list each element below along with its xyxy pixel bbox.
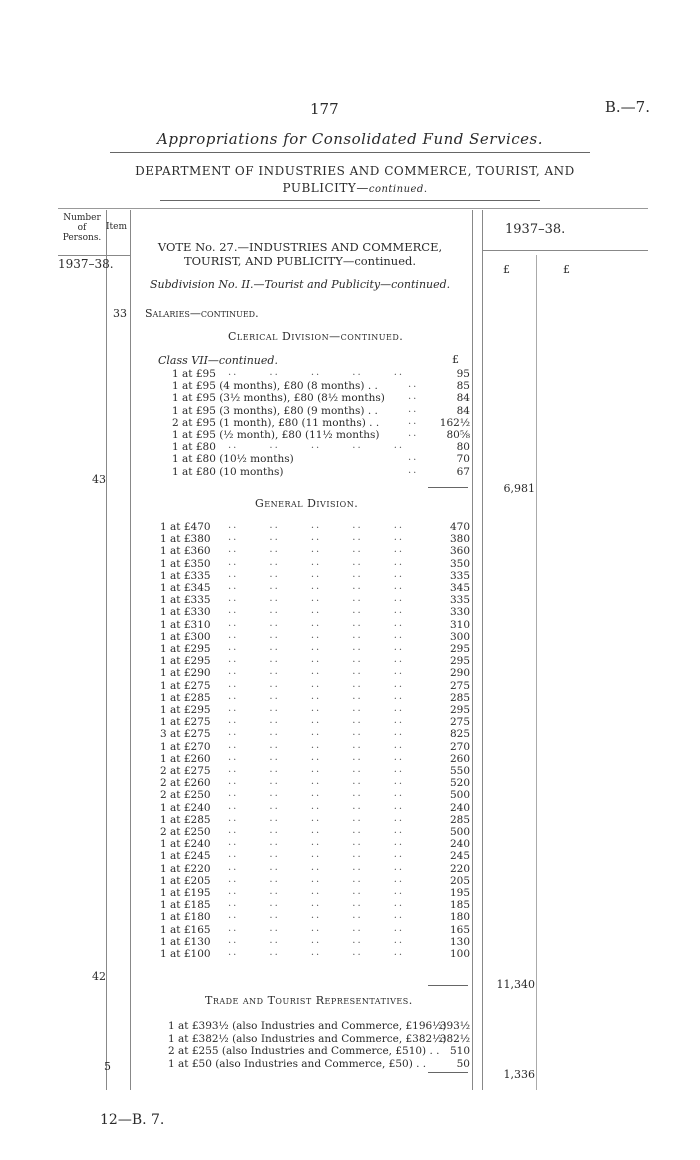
pound-header-2: £ [563, 263, 570, 276]
general-leader-dots: .. .. .. .. .. [228, 886, 405, 897]
general-leader-dots: .. .. .. .. .. [228, 910, 405, 922]
clerical-row-text: 1 at £95 (4 months), £80 (8 months) . . [172, 380, 378, 393]
clerical-row-text: 1 at £95 (½ month), £80 (11½ months) [172, 429, 380, 441]
salaries-heading: Salaries—continued. [145, 307, 259, 320]
vote-line-2: TOURIST, AND PUBLICITY—continued. [183, 254, 417, 268]
clerical-persons: 43 [92, 473, 106, 486]
year-left: 1937–38. [58, 257, 114, 271]
general-row-amount: 350 [449, 557, 470, 570]
general-row-amount: 275 [449, 679, 470, 692]
year-right: 1937–38. [505, 222, 566, 237]
general-row-text: 1 at £185 [160, 899, 211, 912]
general-row-amount: 220 [449, 862, 470, 875]
general-leader-dots: .. .. .. .. .. [228, 800, 405, 812]
general-row-amount: 185 [449, 899, 470, 912]
trade-row-text: 1 at £50 (also Industries and Commerce, £50) . . [168, 1057, 427, 1070]
col-rule-4 [482, 210, 483, 1090]
general-row-text: 1 at £130 [160, 935, 211, 948]
general-total: 11,340 [496, 978, 535, 991]
clerical-division-heading: Clerical Division—continued. [228, 330, 404, 343]
general-division-heading: General Division. [255, 497, 359, 510]
general-leader-dots: .. .. .. .. .. [228, 812, 405, 824]
general-row-text: 1 at £295 [160, 643, 211, 655]
general-row-amount: 550 [449, 765, 470, 777]
general-row-text: 1 at £240 [160, 838, 211, 851]
general-row-amount: 245 [449, 850, 470, 863]
general-row-text: 1 at £100 [160, 948, 211, 960]
general-row-text: 1 at £335 [160, 569, 211, 582]
class-label: Class VII—continued. [158, 354, 278, 367]
general-leader-dots: .. .. .. .. .. [228, 703, 405, 714]
general-leader-dots: .. .. .. .. .. [228, 617, 405, 629]
general-row-amount: 520 [449, 777, 470, 790]
general-row-text: 1 at £240 [160, 801, 211, 814]
department-line-2-text: PUBLICITY— [282, 181, 369, 195]
year-rule-right [482, 250, 648, 251]
general-leader-dots: .. .. .. .. .. [228, 861, 405, 873]
trade-row-text: 2 at £255 (also Industries and Commerce, £510) . . [168, 1045, 440, 1057]
clerical-row-amount: 70 [456, 453, 470, 466]
general-row-amount: 310 [449, 618, 470, 631]
general-leader-dots: .. .. .. .. .. [228, 751, 405, 763]
trade-total-rule [428, 1072, 468, 1073]
general-row-amount: 335 [449, 594, 470, 607]
clerical-leader-dots: .. [408, 379, 419, 391]
title-rule [110, 152, 590, 153]
clerical-leader-dots: .. [408, 464, 419, 476]
clerical-leader-dots: .. [408, 415, 419, 427]
general-row-amount: 360 [449, 545, 470, 558]
table-top-rule [58, 208, 648, 209]
general-row-amount: 335 [449, 569, 470, 582]
general-row-amount: 100 [449, 948, 470, 960]
department-line-1: DEPARTMENT OF INDUSTRIES AND COMMERCE, TOURIST, AND [135, 164, 575, 178]
general-row-amount: 195 [449, 887, 470, 899]
clerical-leader-dots: .. .. .. .. .. [228, 367, 405, 378]
general-leader-dots: .. .. .. .. .. [228, 922, 405, 934]
clerical-row-amount: 80 [456, 441, 470, 454]
general-row-text: 1 at £270 [160, 740, 211, 753]
general-row-amount: 285 [449, 813, 470, 826]
department-heading [60, 163, 650, 198]
col-rule-1 [106, 210, 107, 1090]
clerical-row-amount: 84 [456, 392, 470, 405]
general-leader-dots: .. .. .. .. .. [228, 654, 405, 666]
general-leader-dots: .. .. .. .. .. [228, 788, 405, 800]
general-leader-dots: .. .. .. .. .. [228, 825, 405, 836]
general-row-text: 1 at £470 [160, 521, 211, 533]
general-row-text: 1 at £285 [160, 691, 211, 704]
col-rule-5 [536, 255, 537, 1090]
general-row-amount: 330 [449, 606, 470, 619]
general-row-text: 1 at £205 [160, 874, 211, 887]
general-row-text: 1 at £295 [160, 704, 211, 716]
trade-row-text: 1 at £382½ (also Industries and Commerce, £382½) [168, 1032, 447, 1045]
general-row-amount: 500 [449, 826, 470, 838]
col-rule-3 [472, 210, 473, 1090]
general-row-text: 1 at £380 [160, 533, 211, 546]
general-row-amount: 270 [449, 740, 470, 753]
trade-row-amount: 50 [456, 1057, 470, 1070]
clerical-row-amount: 85 [456, 380, 470, 393]
subdivision-heading: Subdivision No. II.—Tourist and Publicity—continued. [150, 278, 451, 291]
general-row-text: 2 at £275 [160, 765, 211, 777]
clerical-leader-dots: .. [408, 428, 419, 439]
department-line-2 [60, 180, 650, 198]
general-row-amount: 295 [449, 643, 470, 655]
clerical-leader-dots: .. .. .. .. .. [228, 440, 405, 452]
general-row-text: 1 at £275 [160, 679, 211, 692]
general-leader-dots: .. .. .. .. .. [228, 544, 405, 556]
trade-total: 1,336 [503, 1068, 535, 1081]
general-row-text: 2 at £250 [160, 826, 211, 838]
general-leader-dots: .. .. .. .. .. [228, 849, 405, 861]
footer-reference: 12—B. 7. [100, 1112, 165, 1128]
clerical-row-text: 1 at £95 (3½ months), £80 (8½ months) [172, 392, 385, 405]
continued-label: continued. [368, 184, 428, 195]
general-leader-dots: .. .. .. .. .. [228, 764, 405, 775]
general-leader-dots: .. .. .. .. .. [228, 568, 405, 580]
general-leader-dots: .. .. .. .. .. [228, 629, 405, 641]
clerical-row-amount: 67 [456, 465, 470, 478]
general-leader-dots: .. .. .. .. .. [228, 605, 405, 617]
general-row-amount: 295 [449, 655, 470, 668]
general-row-text: 1 at £165 [160, 923, 211, 936]
general-row-text: 3 at £275 [160, 728, 211, 741]
general-leader-dots: .. .. .. .. .. [228, 837, 405, 849]
general-row-amount: 295 [449, 704, 470, 716]
general-leader-dots: .. .. .. .. .. [228, 678, 405, 690]
general-leader-dots: .. .. .. .. .. [228, 642, 405, 653]
general-leader-dots: .. .. .. .. .. [228, 873, 405, 885]
general-leader-dots: .. .. .. .. .. [228, 898, 405, 910]
general-row-text: 1 at £290 [160, 667, 211, 680]
general-row-text: 1 at £180 [160, 911, 211, 924]
general-leader-dots: .. .. .. .. .. [228, 556, 405, 568]
document-reference: B.—7. [604, 98, 650, 116]
general-leader-dots: .. .. .. .. .. [228, 934, 405, 946]
general-leader-dots: .. .. .. .. .. [228, 593, 405, 605]
general-row-text: 1 at £295 [160, 655, 211, 668]
general-row-text: 2 at £250 [160, 789, 211, 802]
general-leader-dots: .. .. .. .. .. [228, 690, 405, 702]
general-row-text: 1 at £275 [160, 716, 211, 729]
clerical-row-amount: 95 [456, 368, 470, 380]
general-row-text: 1 at £300 [160, 630, 211, 643]
page-number: 177 [310, 100, 339, 118]
clerical-row-amount: 80⅝ [446, 429, 470, 441]
item-number: 33 [113, 307, 127, 320]
general-row-amount: 345 [449, 582, 470, 594]
general-row-amount: 290 [449, 667, 470, 680]
general-row-amount: 825 [449, 728, 470, 741]
general-row-amount: 500 [449, 789, 470, 802]
item-header: Item [106, 222, 128, 232]
general-row-amount: 260 [449, 752, 470, 765]
clerical-row-text: 1 at £80 (10 months) [172, 465, 284, 478]
trade-representatives-heading: Trade and Tourist Representatives. [205, 994, 413, 1007]
general-row-text: 2 at £260 [160, 777, 211, 790]
clerical-row-text: 2 at £95 (1 month), £80 (11 months) . . [172, 416, 380, 429]
general-row-text: 1 at £195 [160, 887, 211, 899]
general-row-text: 1 at £245 [160, 850, 211, 863]
general-row-text: 1 at £350 [160, 557, 211, 570]
vote-line-1: VOTE No. 27.—INDUSTRIES AND COMMERCE, [157, 240, 443, 254]
general-row-amount: 240 [449, 801, 470, 814]
general-leader-dots: .. .. .. .. .. [228, 739, 405, 751]
general-row-text: 1 at £345 [160, 582, 211, 594]
trade-row-amount: 510 [449, 1045, 470, 1057]
clerical-row-text: 1 at £95 [172, 368, 216, 380]
clerical-leader-dots: .. [408, 403, 419, 415]
general-leader-dots: .. .. .. .. .. [228, 727, 405, 739]
general-persons: 42 [92, 970, 106, 983]
clerical-total-rule [428, 487, 468, 488]
general-row-text: 1 at £335 [160, 594, 211, 607]
trade-persons: 5 [104, 1060, 111, 1073]
general-row-text: 1 at £285 [160, 813, 211, 826]
general-total-rule [428, 985, 468, 986]
general-leader-dots: .. .. .. .. .. [228, 947, 405, 958]
trade-row-amount: 382½ [439, 1032, 470, 1045]
general-row-amount: 470 [449, 521, 470, 533]
clerical-row-amount: 84 [456, 404, 470, 417]
general-leader-dots: .. .. .. .. .. [228, 776, 405, 788]
general-leader-dots: .. .. .. .. .. [228, 520, 405, 531]
general-row-amount: 240 [449, 838, 470, 851]
general-leader-dots: .. .. .. .. .. [228, 581, 405, 592]
general-row-text: 1 at £360 [160, 545, 211, 558]
general-leader-dots: .. .. .. .. .. [228, 532, 405, 544]
general-row-amount: 205 [449, 874, 470, 887]
general-row-amount: 180 [449, 911, 470, 924]
general-leader-dots: .. .. .. .. .. [228, 666, 405, 678]
general-row-text: 1 at £330 [160, 606, 211, 619]
clerical-leader-dots: .. [408, 452, 419, 464]
clerical-row-amount: 162½ [439, 416, 470, 429]
general-row-text: 1 at £310 [160, 618, 211, 631]
clerical-row-text: 1 at £80 (10½ months) [172, 453, 294, 466]
general-row-text: 1 at £220 [160, 862, 211, 875]
clerical-pound-sign: £ [452, 353, 459, 366]
general-row-amount: 300 [449, 630, 470, 643]
general-leader-dots: .. .. .. .. .. [228, 715, 405, 727]
clerical-leader-dots: .. [408, 391, 419, 403]
page-title: Appropriations for Consolidated Fund Services. [156, 130, 543, 148]
department-rule [160, 200, 540, 201]
trade-row-amount: 393½ [439, 1020, 470, 1032]
vote-heading [130, 240, 470, 268]
year-rule-left [58, 255, 130, 256]
general-row-amount: 130 [449, 935, 470, 948]
general-row-amount: 380 [449, 533, 470, 546]
trade-row-text: 1 at £393½ (also Industries and Commerce, £196½) [168, 1020, 447, 1032]
number-of-persons-header: Number of Persons. [62, 213, 102, 243]
clerical-row-text: 1 at £95 (3 months), £80 (9 months) . . [172, 404, 378, 417]
col-rule-2 [130, 210, 131, 1090]
clerical-total: 6,981 [503, 482, 535, 495]
general-row-text: 1 at £260 [160, 752, 211, 765]
general-row-amount: 275 [449, 716, 470, 729]
general-row-amount: 165 [449, 923, 470, 936]
pound-header-1: £ [503, 263, 510, 276]
clerical-row-text: 1 at £80 [172, 441, 216, 454]
general-row-amount: 285 [449, 691, 470, 704]
